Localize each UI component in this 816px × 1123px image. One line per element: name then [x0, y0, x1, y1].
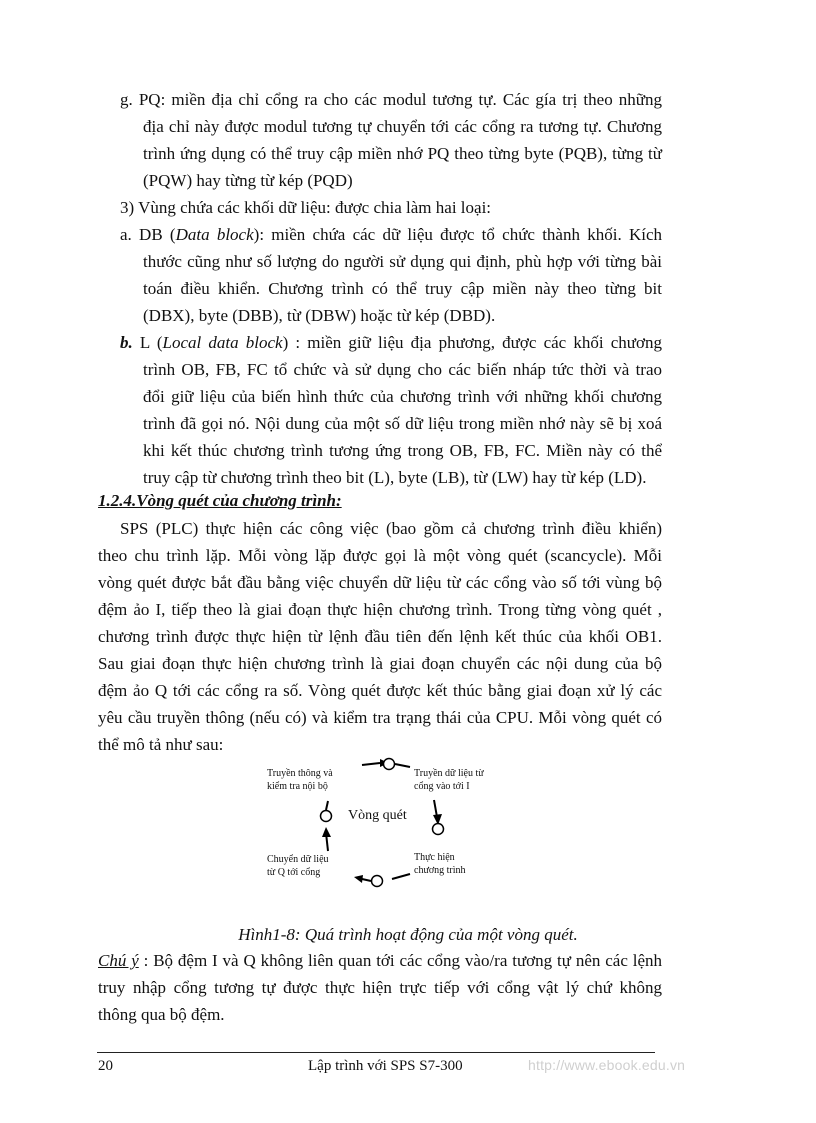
note-label: Chú ý	[98, 951, 139, 970]
paragraph-line: vòng quét được bắt đầu bằng việc chuyển dữ liệu từ các cổng vào số tới vùng bộ	[98, 573, 662, 592]
text-span: ) : miền giữ liệu địa phương, được các khối chương	[282, 333, 662, 352]
text-line: khi kết thúc chương trình tương ứng trong OB, FB, FC. Miền này có thể	[143, 441, 662, 460]
text-line: toán điều khiển. Chương trình có thể truy cập miền này theo từng bit	[143, 279, 662, 298]
note-line: truy nhập cổng tương tự được thực hiện trực tiếp với cổng vật lý chứ không	[98, 978, 662, 997]
diagram-center-label: Vòng quét	[348, 808, 407, 823]
text-line: truy cập từ chương trình theo bit (L), byte (LB), từ (LW) hay từ kép (LD).	[143, 468, 647, 487]
scan-cycle-diagram	[262, 755, 512, 890]
list-marker: b.	[120, 333, 133, 352]
diagram-label-output-transfer: từ Q tới cổng	[267, 867, 321, 878]
footer-divider	[97, 1052, 655, 1053]
diagram-label-communication: kiểm tra nội bộ	[267, 781, 328, 792]
figure-caption: Hình1-8: Quá trình hoạt động của một vòng quét.	[238, 925, 578, 944]
paragraph-line: Sau giai đoạn thực hiện chương trình là giai đoạn chuyển các nội dung của bộ	[98, 654, 662, 673]
text-line: đổi giữ liệu của biến hình thức của chương trình với những khối chương	[143, 387, 662, 406]
text-line: trình ứng dụng có thể truy cập miền nhớ PQ theo từng byte (PQB), từng từ	[143, 144, 662, 163]
note-line: thông qua bộ đệm.	[98, 1005, 225, 1024]
diagram-label-communication: Truyền thông và	[267, 768, 333, 779]
paragraph-line: chương trình được thực hiện từ lệnh đầu tiên đến lệnh kết thúc của khối OB1.	[98, 627, 662, 646]
diagram-label-program-execution: Thực hiện	[414, 852, 455, 863]
paragraph-line: thể mô tả như sau:	[98, 735, 224, 754]
term-italic: Data block	[175, 225, 254, 244]
diagram-label-program-execution: chương trình	[414, 865, 466, 876]
text-line: trình OB, FB, FC tổ chức và sử dụng cho các biến nháp tức thời và trao	[143, 360, 662, 379]
text-line: (DBX), byte (DBB), từ (DBW) hoặc từ kép (DBD).	[143, 306, 496, 325]
paragraph-line: đệm ảo I, tiếp theo là giai đoạn thực hiện chương trình. Trong từng vòng quét ,	[98, 600, 662, 619]
text-span: a. DB (	[120, 225, 176, 244]
text-span: L (	[132, 333, 163, 352]
section-heading: 1.2.4.Vòng quét của chương trình:	[98, 491, 342, 510]
diagram-label-output-transfer: Chuyển dữ liệu	[267, 854, 329, 865]
paragraph-line: yêu cầu truyền thông (nếu có) và kiểm tra trạng thái của CPU. Mỗi vòng quét có	[98, 708, 662, 727]
note-line	[98, 951, 662, 971]
footer-title: Lập trình với SPS S7-300	[308, 1058, 463, 1074]
text-span: : Bộ đệm I và Q không liên quan tới các cổng vào/ra tương tự nên các lệnh	[138, 951, 662, 970]
term-italic: Local data block	[162, 333, 283, 352]
paragraph-line: theo chu trình lặp. Mỗi vòng lặp được gọi là một vòng quét (scancycle). Mỗi	[98, 546, 662, 565]
text-span: ): miền chứa các dữ liệu được tổ chức thành khối. Kích	[253, 225, 662, 244]
list-item-heading: 3) Vùng chứa các khối dữ liệu: được chia làm hai loại:	[120, 198, 492, 217]
diagram-label-input-transfer: Truyền dữ liệu từ	[414, 768, 484, 779]
text-line: g. PQ: miền địa chỉ cổng ra cho các modul tương tự. Các gía trị theo những	[120, 90, 662, 109]
watermark: http://www.ebook.edu.vn	[528, 1057, 686, 1073]
diagram-label-input-transfer: cổng vào tới I	[414, 781, 470, 792]
text-line: trình đã gọi nó. Nội dung của một số dữ liệu trong miền nhớ này sẽ bị xoá	[143, 414, 662, 433]
text-line: (PQW) hay từng từ kép (PQD)	[143, 171, 353, 190]
page-number: 20	[98, 1058, 113, 1074]
text-line: thước cũng như số lượng do người sử dụng qui định, phù hợp với từng bài	[143, 252, 662, 271]
list-item-b	[120, 333, 662, 353]
paragraph-line: SPS (PLC) thực hiện các công việc (bao gồm cả chương trình điều khiển)	[120, 519, 662, 538]
list-item-a	[120, 225, 662, 245]
paragraph-line: đệm ảo Q tới các cổng ra số. Vòng quét được kết thúc bằng giai đoạn xử lý các	[98, 681, 662, 700]
text-line: địa chỉ này được modul tương tự chuyển tới các cổng ra tương tự. Chương	[143, 117, 662, 136]
